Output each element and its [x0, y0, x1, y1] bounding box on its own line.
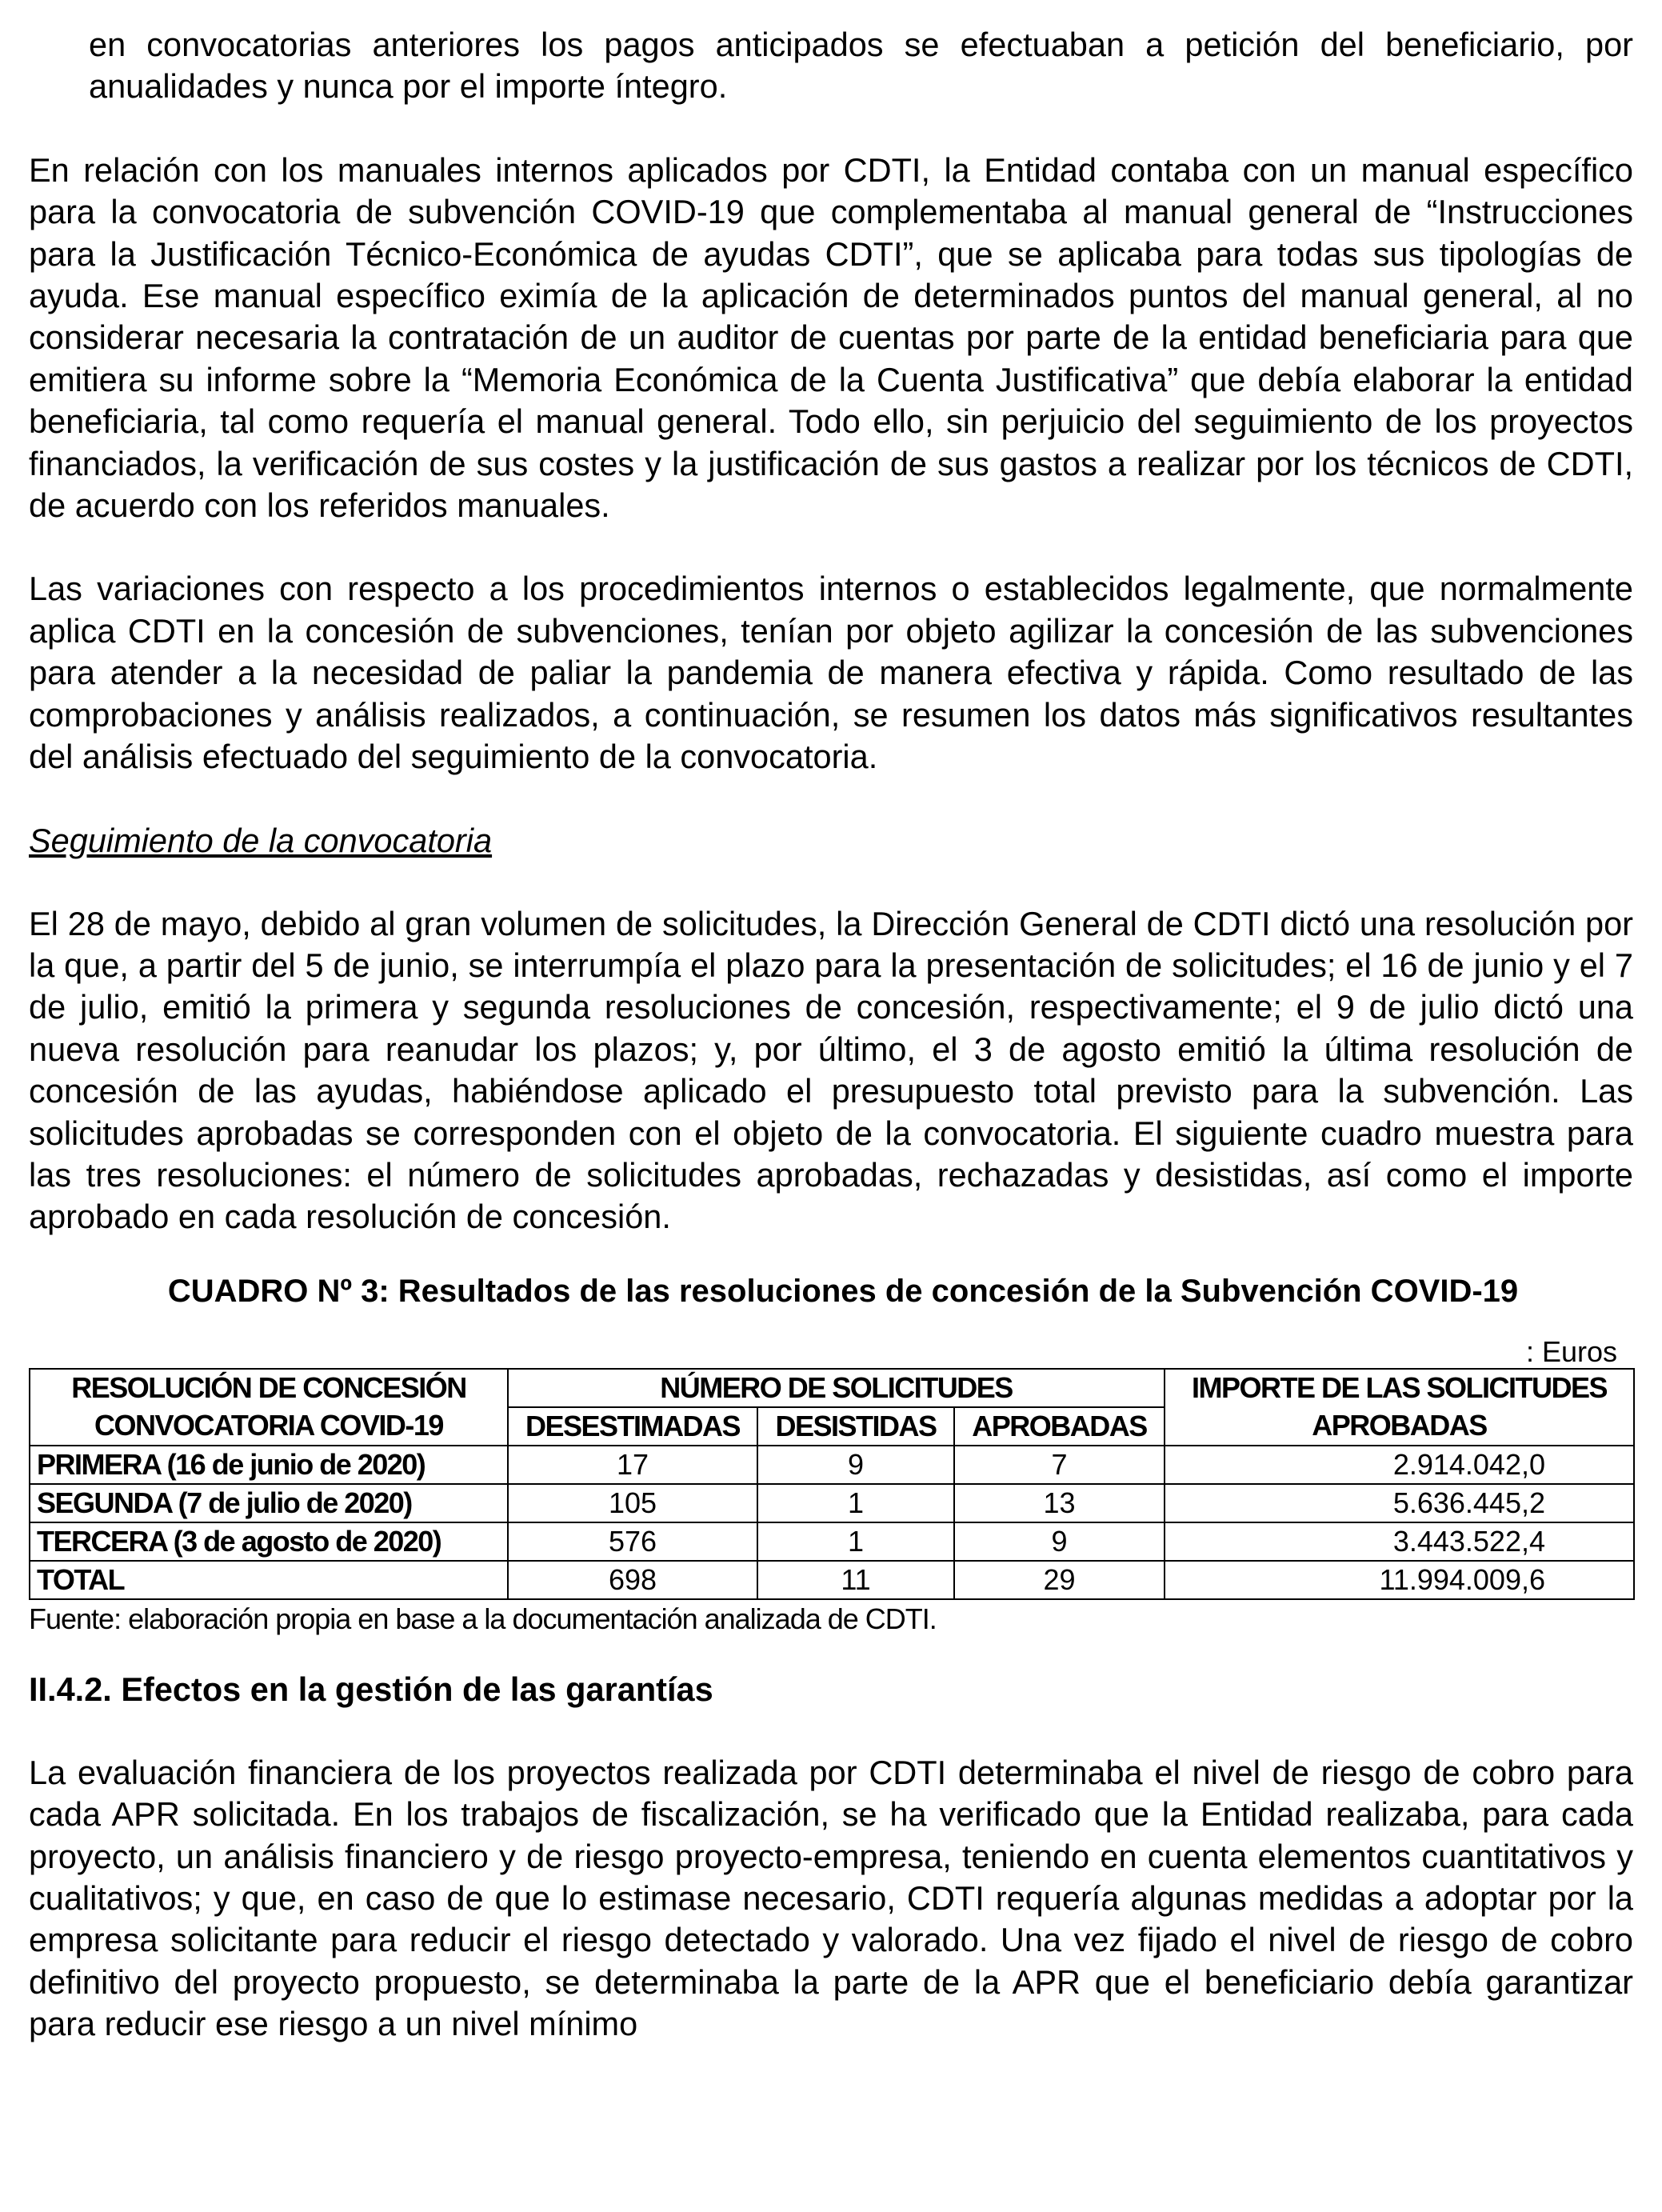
- row-label: TOTAL: [30, 1561, 508, 1599]
- cell-aprobadas: 7: [954, 1446, 1165, 1484]
- cell-desestimadas: 576: [508, 1522, 757, 1561]
- paragraph-manuales: En relación con los manuales internos aplicados por CDTI, la Entidad contaba con un manual específico para la convocatoria de subvención COVID-19 que complementaba al manual general de “Instrucciones para la Justificación Técnico-Económica de ayudas CDTI”, que se aplicaba para todas sus tipologías de ayuda. Ese manual específico eximía de la aplicación de determinados puntos del manual general, al no considerar necesaria la contratación de un auditor de cuentas por parte de la entidad beneficiaria para que emitiera su informe sobre la “Memoria Económica de la Cuenta Justificativa” que debía elaborar la entidad beneficiaria, tal como requería el manual general. Todo ello, sin perjuicio del seguimiento de los proyectos financiados, la verificación de sus costes y la justificación de sus gastos a realizar por los técnicos de CDTI, de acuerdo con los referidos manuales.: [29, 150, 1633, 525]
- header-importe-line1: IMPORTE DE LAS SOLICITUDES: [1165, 1369, 1634, 1407]
- header-desistidas: DESISTIDAS: [757, 1407, 954, 1446]
- header-resolucion-line2: CONVOCATORIA COVID-19: [30, 1407, 508, 1446]
- cell-desistidas: 9: [757, 1446, 954, 1484]
- document-page: [29, 24, 1633, 2046]
- table-row: [30, 1522, 1634, 1561]
- section-heading: II.4.2. Efectos en la gestión de las garantías: [29, 1670, 713, 1708]
- cell-importe: 3.443.522,4: [1165, 1522, 1634, 1561]
- cell-desistidas: 11: [757, 1561, 954, 1599]
- cell-aprobadas: 29: [954, 1561, 1165, 1599]
- cell-importe: 11.994.009,6: [1165, 1561, 1634, 1599]
- results-table: [29, 1368, 1635, 1600]
- cell-aprobadas: 13: [954, 1484, 1165, 1522]
- paragraph-variaciones: Las variaciones con respecto a los procedimientos internos o establecidos legalmente, que normalmente aplica CDTI en la concesión de subvenciones, tenían por objeto agilizar la concesión de las subvenciones para atender a la necesidad de paliar la pandemia de manera efectiva y rápida. Como resultado de las comprobaciones y análisis realizados, a continuación, se resumen los datos más significativos resultantes del análisis efectuado del seguimiento de la convocatoria.: [29, 570, 1633, 776]
- cell-desestimadas: 105: [508, 1484, 757, 1522]
- paragraph-garantias: La evaluación financiera de los proyectos realizada por CDTI determinaba el nivel de riesgo de cobro para cada APR solicitada. En los trabajos de fiscalización, se ha verificado que la Entidad realizaba, para cada proyecto, un análisis financiero y de riesgo proyecto-empresa, teniendo en cuenta elementos cuantitativos y cualitativos; y que, en caso de que lo estimase necesario, CDTI requería algunas medidas a adoptar por la empresa solicitante para reducir el riesgo detectado y valorado. Una vez fijado el nivel de riesgo de cobro definitivo del proyecto propuesto, se determinaba la parte de la APR que el beneficiario debía garantizar para reducir ese riesgo a un nivel mínimo: [29, 1753, 1633, 2043]
- header-importe-line2: APROBADAS: [1165, 1407, 1634, 1446]
- table-caption: CUADRO Nº 3: Resultados de las resoluciones de concesión de la Subvención COVID-19: [167, 1273, 1519, 1309]
- table-source: Fuente: elaboración propia en base a la documentación analizada de CDTI.: [29, 1602, 937, 1635]
- cell-importe: 5.636.445,2: [1165, 1484, 1634, 1522]
- cell-desestimadas: 698: [508, 1561, 757, 1599]
- cell-desestimadas: 17: [508, 1446, 757, 1484]
- row-label: TERCERA (3 de agosto de 2020): [30, 1522, 508, 1561]
- header-aprobadas: APROBADAS: [954, 1407, 1165, 1446]
- cell-desistidas: 1: [757, 1522, 954, 1561]
- row-label: PRIMERA (16 de junio de 2020): [30, 1446, 508, 1484]
- paragraph-seguimiento: El 28 de mayo, debido al gran volumen de solicitudes, la Dirección General de CDTI dictó una resolución por la que, a partir del 5 de junio, se interrumpía el plazo para la presentación de solicitudes; el 16 de junio y el 7 de julio, emitió la primera y segunda resoluciones de concesión, respectivamente; el 9 de julio dictó una nueva resolución para reanudar los plazos; y, por último, el 3 de agosto emitió la última resolución de concesión de las ayudas, habiéndose aplicado el presupuesto total previsto para la subvención. Las solicitudes aprobadas se corresponden con el objeto de la convocatoria. El siguiente cuadro muestra para las tres resoluciones: el número de solicitudes aprobadas, rechazadas y desistidas, así como el importe aprobado en cada resolución de concesión.: [29, 904, 1633, 1236]
- header-resolucion-line1: RESOLUCIÓN DE CONCESIÓN: [30, 1369, 508, 1407]
- header-numero-solicitudes: NÚMERO DE SOLICITUDES: [508, 1369, 1165, 1407]
- table-row: [30, 1484, 1634, 1522]
- cell-desistidas: 1: [757, 1484, 954, 1522]
- table-row: [30, 1446, 1634, 1484]
- paragraph-continuation: en convocatorias anteriores los pagos anticipados se efectuaban a petición del beneficiario, por anualidades y nunca por el importe íntegro.: [89, 26, 1633, 106]
- table-row-total: [30, 1561, 1634, 1599]
- row-label: SEGUNDA (7 de julio de 2020): [30, 1484, 508, 1522]
- cell-importe: 2.914.042,0: [1165, 1446, 1634, 1484]
- subheading-seguimiento: Seguimiento de la convocatoria: [29, 821, 493, 859]
- table-units: : Euros: [1525, 1334, 1617, 1368]
- cell-aprobadas: 9: [954, 1522, 1165, 1561]
- header-desestimadas: DESESTIMADAS: [508, 1407, 757, 1446]
